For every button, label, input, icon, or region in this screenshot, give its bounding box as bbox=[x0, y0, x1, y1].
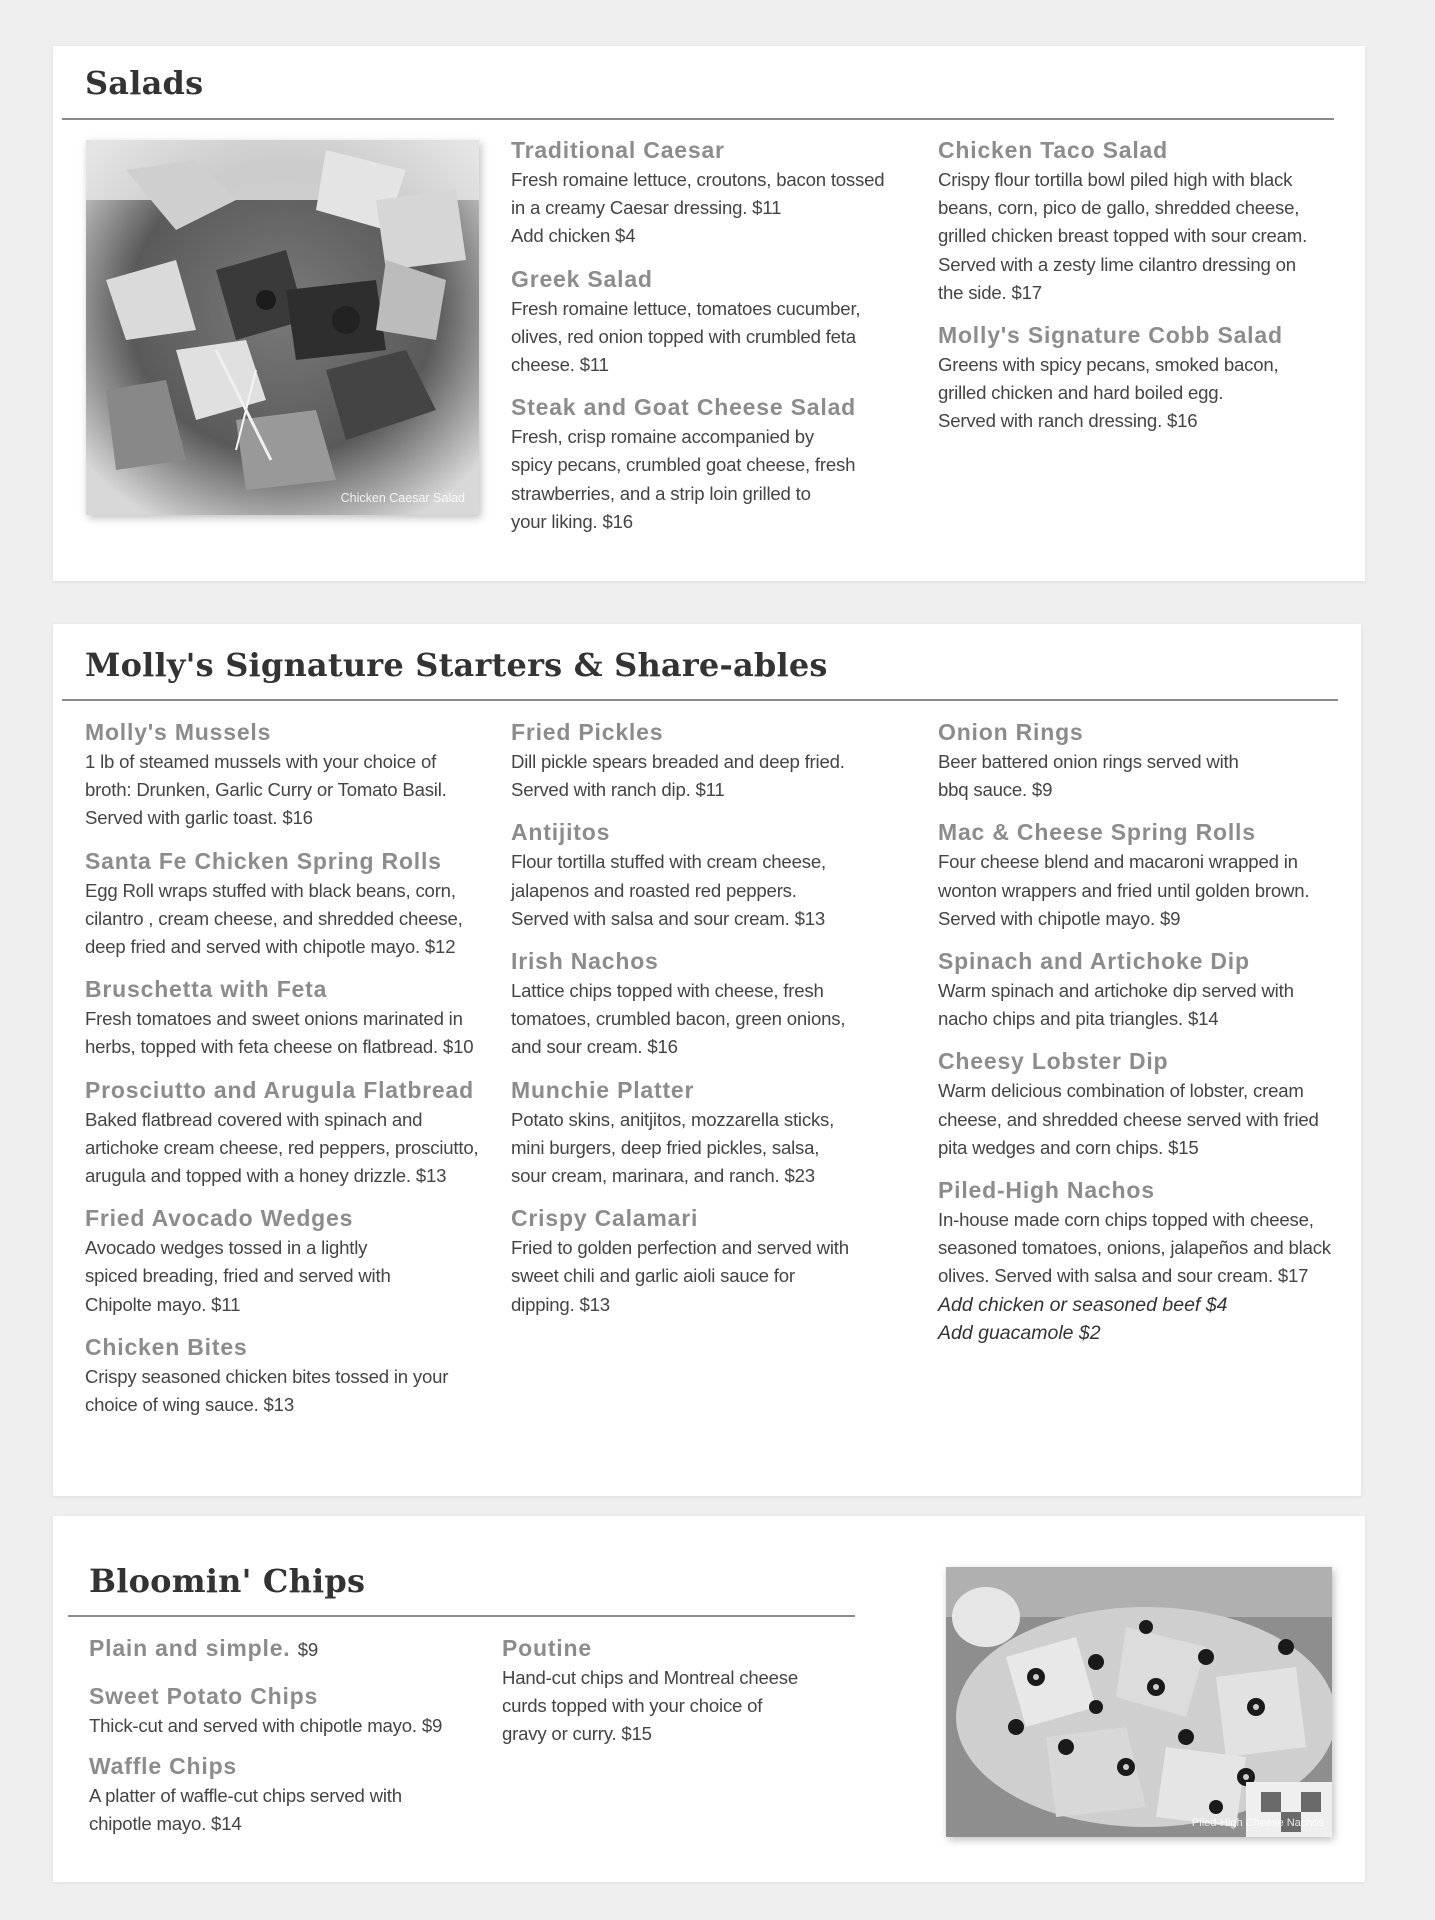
menu-item bbox=[938, 1174, 1348, 1347]
item-desc: Fresh, crisp romaine accompanied by spicy pecans, crumbled goat cheese, fresh strawberries, and a strip loin grilled to your liking. $16 bbox=[511, 426, 856, 532]
plain-price: $9 bbox=[297, 1639, 318, 1660]
chips-title: Bloomin' Chips bbox=[89, 1562, 366, 1600]
menu-item bbox=[85, 845, 495, 962]
menu-item bbox=[511, 816, 921, 933]
item-name: Sweet Potato Chips bbox=[89, 1683, 319, 1709]
item-desc: A platter of waffle-cut chips served with chipotle mayo. $14 bbox=[89, 1785, 402, 1835]
item-name: Waffle Chips bbox=[89, 1753, 238, 1780]
item-desc: Dill pickle spears breaded and deep fried. Served with ranch dip. $11 bbox=[511, 751, 845, 801]
item-name: Chicken Taco Salad bbox=[938, 137, 1168, 163]
item-name bbox=[89, 1632, 489, 1666]
item-desc: Four cheese blend and macaroni wrapped in wonton wrappers and fried until golden brown. Served with chipotle mayo. $9 bbox=[938, 851, 1310, 929]
item-name: Traditional Caesar bbox=[511, 137, 725, 163]
chips-col-1 bbox=[89, 1632, 489, 1851]
item-name: Fried Pickles bbox=[511, 719, 664, 745]
item-name: Crispy Calamari bbox=[511, 1205, 699, 1232]
salads-col-2 bbox=[938, 134, 1348, 448]
menu-item bbox=[85, 973, 495, 1061]
item-desc: Warm spinach and artichoke dip served with nacho chips and pita triangles. $14 bbox=[938, 980, 1294, 1030]
item-desc: Fresh romaine lettuce, croutons, bacon tossed in a creamy Caesar dressing. $11 Add chicken $4 bbox=[511, 169, 885, 247]
chips-col-2 bbox=[502, 1632, 842, 1761]
item-name: Onion Rings bbox=[938, 719, 1084, 745]
menu-item bbox=[511, 716, 921, 804]
menu-item bbox=[938, 716, 1348, 804]
menu-item bbox=[938, 945, 1348, 1033]
salads-col-1 bbox=[511, 134, 911, 548]
item-desc: Potato skins, anitjitos, mozzarella sticks, mini burgers, deep fried pickles, salsa, sour cream, marinara, and ranch. $23 bbox=[511, 1108, 835, 1187]
menu-item bbox=[85, 716, 495, 833]
item-desc: Hand-cut chips and Montreal cheese curds topped with your choice of gravy or curry. $15 bbox=[502, 1667, 799, 1745]
menu-item bbox=[85, 1331, 495, 1419]
menu-item bbox=[938, 1045, 1348, 1162]
item-desc: Greens with spicy pecans, smoked bacon, grilled chicken and hard boiled egg. Served with ranch dressing. $16 bbox=[938, 354, 1279, 432]
item-desc: Crispy seasoned chicken bites tossed in your choice of wing sauce. $13 bbox=[85, 1365, 449, 1416]
item-name: Piled-High Nachos bbox=[938, 1177, 1155, 1204]
menu-item bbox=[938, 816, 1348, 933]
menu-item bbox=[85, 1202, 495, 1319]
salads-rule bbox=[62, 118, 1334, 120]
menu-item bbox=[511, 1202, 921, 1319]
menu-item bbox=[85, 1074, 495, 1191]
item-name: Santa Fe Chicken Spring Rolls bbox=[85, 847, 442, 874]
item-desc: Beer battered onion rings served with bbq sauce. $9 bbox=[938, 751, 1239, 801]
menu-item bbox=[938, 319, 1348, 436]
menu-item bbox=[89, 1680, 489, 1740]
item-name: Fried Avocado Wedges bbox=[85, 1205, 354, 1232]
menu-item bbox=[511, 391, 911, 536]
item-name: Greek Salad bbox=[511, 265, 653, 292]
item-name: Steak and Goat Cheese Salad bbox=[511, 394, 857, 421]
menu-item bbox=[89, 1632, 489, 1666]
item-desc: Fresh tomatoes and sweet onions marinated in herbs, topped with feta cheese on flatbread. $10 bbox=[85, 1008, 474, 1058]
item-desc: Avocado wedges tossed in a lightly spiced breading, fried and served with Chipolte mayo. $11 bbox=[85, 1237, 391, 1315]
menu-item bbox=[511, 134, 911, 251]
starters-col-1 bbox=[85, 716, 495, 1431]
item-name: Irish Nachos bbox=[511, 948, 659, 975]
nachos-photo-image bbox=[946, 1567, 1332, 1837]
item-name: Molly's Mussels bbox=[85, 719, 272, 745]
menu-item bbox=[511, 263, 911, 380]
plain-name: Plain and simple. bbox=[89, 1635, 291, 1661]
item-name: Molly's Signature Cobb Salad bbox=[938, 322, 1283, 349]
item-name: Antijitos bbox=[511, 819, 611, 846]
salad-photo-image bbox=[86, 140, 479, 515]
menu-item bbox=[511, 945, 921, 1062]
item-desc: Fresh romaine lettuce, tomatoes cucumber, olives, red onion topped with crumbled feta cheese. $11 bbox=[511, 297, 861, 376]
item-name: Prosciutto and Arugula Flatbread bbox=[85, 1076, 474, 1103]
item-desc: Flour tortilla stuffed with cream cheese, jalapenos and roasted red peppers. Served with salsa and sour cream. $13 bbox=[511, 851, 826, 929]
item-desc: Thick-cut and served with chipotle mayo. $9 bbox=[89, 1715, 443, 1736]
menu-item bbox=[511, 1074, 921, 1191]
item-name: Bruschetta with Feta bbox=[85, 976, 328, 1003]
salad-photo bbox=[86, 140, 479, 515]
starters-col-3 bbox=[938, 716, 1348, 1359]
item-desc: Fried to golden perfection and served with sweet chili and garlic aioli sauce for dipping. $13 bbox=[511, 1237, 849, 1315]
item-name: Munchie Platter bbox=[511, 1076, 695, 1103]
menu-item bbox=[502, 1632, 842, 1749]
item-name: Mac & Cheese Spring Rolls bbox=[938, 819, 1256, 846]
item-desc: Lattice chips topped with cheese, fresh tomatoes, crumbled bacon, green onions, and sour cream. $16 bbox=[511, 980, 846, 1058]
nachos-photo-caption: Piled-High Cheese Nachos bbox=[1191, 1817, 1324, 1829]
item-name: Spinach and Artichoke Dip bbox=[938, 948, 1250, 975]
item-desc: 1 lb of steamed mussels with your choice of broth: Drunken, Garlic Curry or Tomato Basil. Served with garlic toast. $16 bbox=[85, 751, 447, 829]
item-name: Chicken Bites bbox=[85, 1333, 248, 1360]
starters-rule bbox=[62, 699, 1338, 701]
item-name: Cheesy Lobster Dip bbox=[938, 1048, 1169, 1075]
item-desc: Baked flatbread covered with spinach and artichoke cream cheese, red peppers, prosciutto, arugula and topped with a honey drizzle. $13 bbox=[85, 1108, 479, 1187]
item-desc: Crispy flour tortilla bowl piled high with black beans, corn, pico de gallo, shredded cheese, grilled chicken breast topped with sour cream. Served with a zesty lime cilantro dressing on the side. $17 bbox=[938, 169, 1308, 303]
menu-item bbox=[938, 134, 1348, 307]
starters-title: Molly's Signature Starters & Share-ables bbox=[85, 646, 828, 684]
salads-title: Salads bbox=[85, 64, 204, 102]
item-name: Poutine bbox=[502, 1635, 592, 1661]
item-addons: Add chicken or seasoned beef $4 Add guacamole $2 bbox=[938, 1293, 1228, 1344]
item-desc: Warm delicious combination of lobster, cream cheese, and shredded cheese served with fried pita wedges and corn chips. $15 bbox=[938, 1080, 1319, 1158]
chips-rule bbox=[68, 1615, 855, 1617]
starters-col-2 bbox=[511, 716, 921, 1331]
nachos-photo bbox=[946, 1567, 1332, 1837]
item-desc: In-house made corn chips topped with cheese, seasoned tomatoes, onions, jalapeños and black olives. Served with salsa and sour cream. $17 bbox=[938, 1209, 1331, 1287]
item-desc: Egg Roll wraps stuffed with black beans, corn, cilantro , cream cheese, and shredded cheese, deep fried and served with chipotle mayo. $12 bbox=[85, 879, 463, 958]
menu-item bbox=[89, 1750, 489, 1838]
salad-photo-caption: Chicken Caesar Salad bbox=[340, 491, 465, 505]
